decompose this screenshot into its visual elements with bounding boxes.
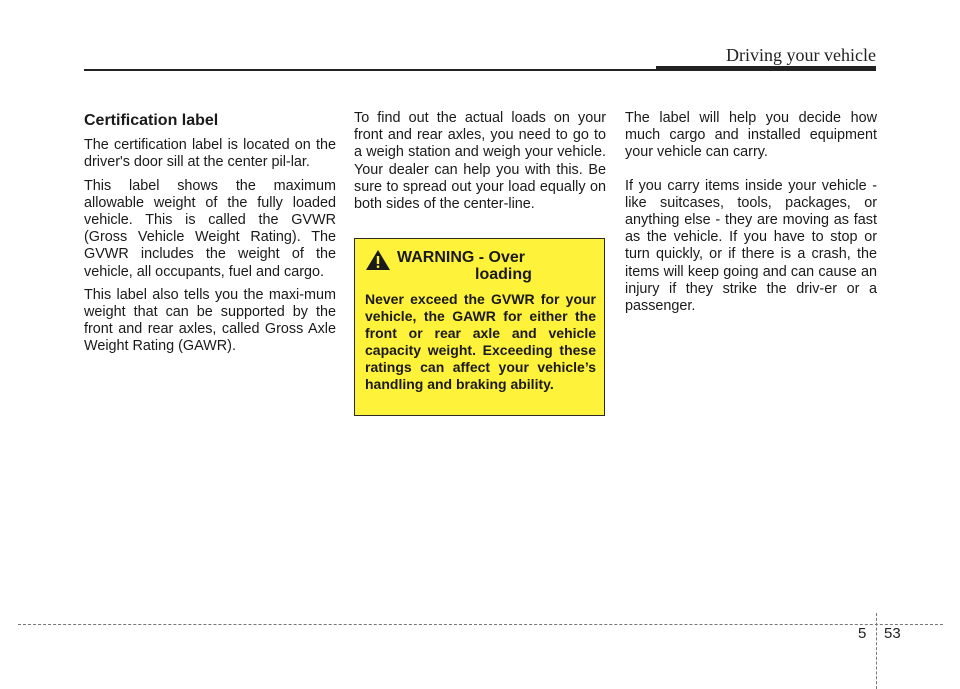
page-number: 53 [884, 625, 901, 642]
chapter-number: 5 [858, 625, 867, 642]
footer-rule [18, 624, 943, 625]
paragraph: To find out the actual loads on your front and rear axles, you need to go to a weigh station and weigh your vehicle. Your dealer can help you with this. Be sure to spread out your load equally on both sides of the center-line. [354, 110, 606, 213]
warning-text: Never exceed the GVWR for your vehicle, the GAWR for either the front or rear axle and vehicle capacity weight. Exceeding these ratings can affect your vehicle’s handling and braking ability. [365, 291, 596, 392]
paragraph: If you carry items inside your vehicle - like suitcases, tools, packages, or anything else - they are moving as fast as the vehicle. If you have to stop or turn quickly, or if there is a crash, the items will keep going and can cause an injury if they strike the driv-er or a passenger. [625, 177, 877, 315]
section-title: Driving your vehicle [726, 45, 876, 65]
header-rule [84, 69, 656, 71]
header-rule-accent [656, 66, 876, 71]
paragraph: The certification label is located on the driver's door sill at the center pil-lar. [84, 137, 336, 171]
warning-title-line: WARNING - Over [397, 249, 526, 266]
column-left [84, 112, 336, 362]
warning-title-line: loading [475, 266, 532, 283]
column-right [625, 110, 877, 331]
paragraph: This label shows the maximum allowable weight of the fully loaded vehicle. This is called the GVWR (Gross Vehicle Weight Rating). The GVWR includes the weight of the vehicle, all occupants, fuel and cargo. [84, 177, 336, 280]
warning-triangle-icon [365, 249, 391, 271]
warning-title [397, 249, 532, 283]
certification-label-heading: Certification label [84, 112, 219, 129]
warning-box [354, 238, 605, 416]
footer-divider [876, 613, 877, 689]
paragraph: This label also tells you the maxi-mum weight that can be supported by the front and rear axles, called Gross Axle Weight Rating (GAWR). [84, 286, 336, 355]
warning-header [365, 249, 596, 283]
paragraph: The label will help you decide how much cargo and installed equipment your vehicle can carry. [625, 110, 877, 161]
column-middle [354, 110, 606, 219]
